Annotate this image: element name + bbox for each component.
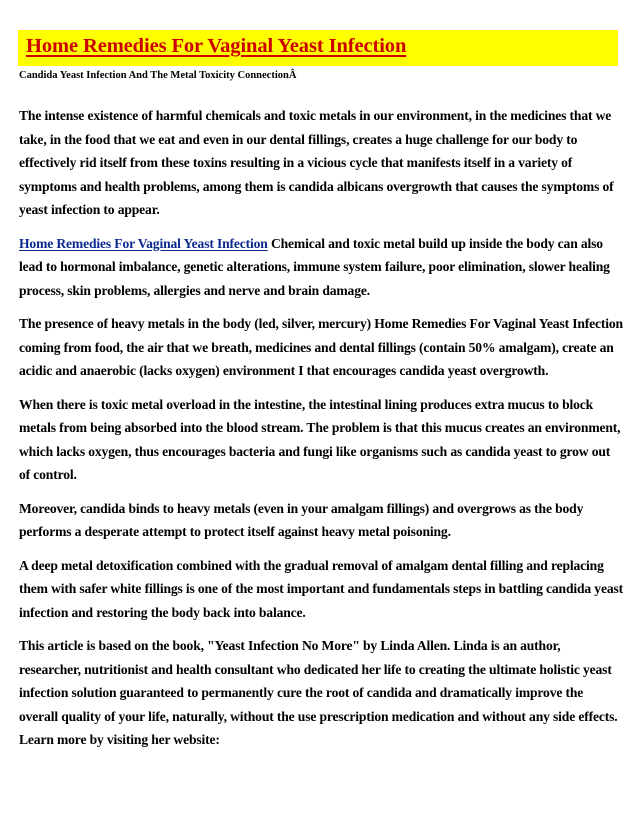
home-remedies-link[interactable]: Home Remedies For Vaginal Yeast Infection [19,235,268,251]
article-body [19,104,623,762]
paragraph-7: This article is based on the book, "Yeast Infection No More" by Linda Allen. Linda is an author, researcher, nutritionist and health consultant who dedicated her life to creating the ultimate holistic yeast infection solution guaranteed to permanently cure the root of candida and dramatically improve the overall quality of your life, naturally, without the use prescription medication and without any side effects. Learn more by visiting her website: [19,638,618,747]
paragraph-2 [19,232,623,303]
page-subtitle: Candida Yeast Infection And The Metal Toxicity ConnectionÂ [19,70,297,81]
paragraph-3: The presence of heavy metals in the body (led, silver, mercury) Home Remedies For Vaginal Yeast Infection coming from food, the air that we breath, medicines and dental fillings (contain 50% amalgam), create an acidic and anaerobic (lacks oxygen) environment I that encourages candida yeast overgrowth. [19,316,623,378]
paragraph-6: A deep metal detoxification combined with the gradual removal of amalgam dental filling and replacing them with safer white fillings is one of the most important and fundamentals steps in battling candida yeast infection and restoring the body back into balance. [19,557,623,620]
paragraph-5: Moreover, candida binds to heavy metals (even in your amalgam fillings) and overgrows as the body performs a desperate attempt to protect itself against heavy metal poisoning. [19,500,584,539]
paragraph-1: The intense existence of harmful chemicals and toxic metals in our environment, in the medicines that we take, in the food that we eat and even in our dental fillings, creates a huge challenge for our body to effectively rid itself from these toxins resulting in a vicious cycle that manifests itself in a variety of symptoms and health problems, among them is candida albicans overgrowth that causes the symptoms of yeast infection to appear. [19,108,614,217]
paragraph-2-text: Chemical and toxic metal build up inside the body can also lead to hormonal imbalance, genetic alterations, immune system failure, poor elimination, slower healing process, skin problems, allergies and nerve and brain damage. [19,235,610,298]
page-title: Home Remedies For Vaginal Yeast Infection [26,35,407,57]
paragraph-4: When there is toxic metal overload in the intestine, the intestinal lining produces extra mucus to block metals from being absorbed into the blood stream. The problem is that this mucus creates an environment, which lacks oxygen, thus encourages bacteria and fungi like organisms such as candida yeast to grow out of control. [19,396,621,482]
